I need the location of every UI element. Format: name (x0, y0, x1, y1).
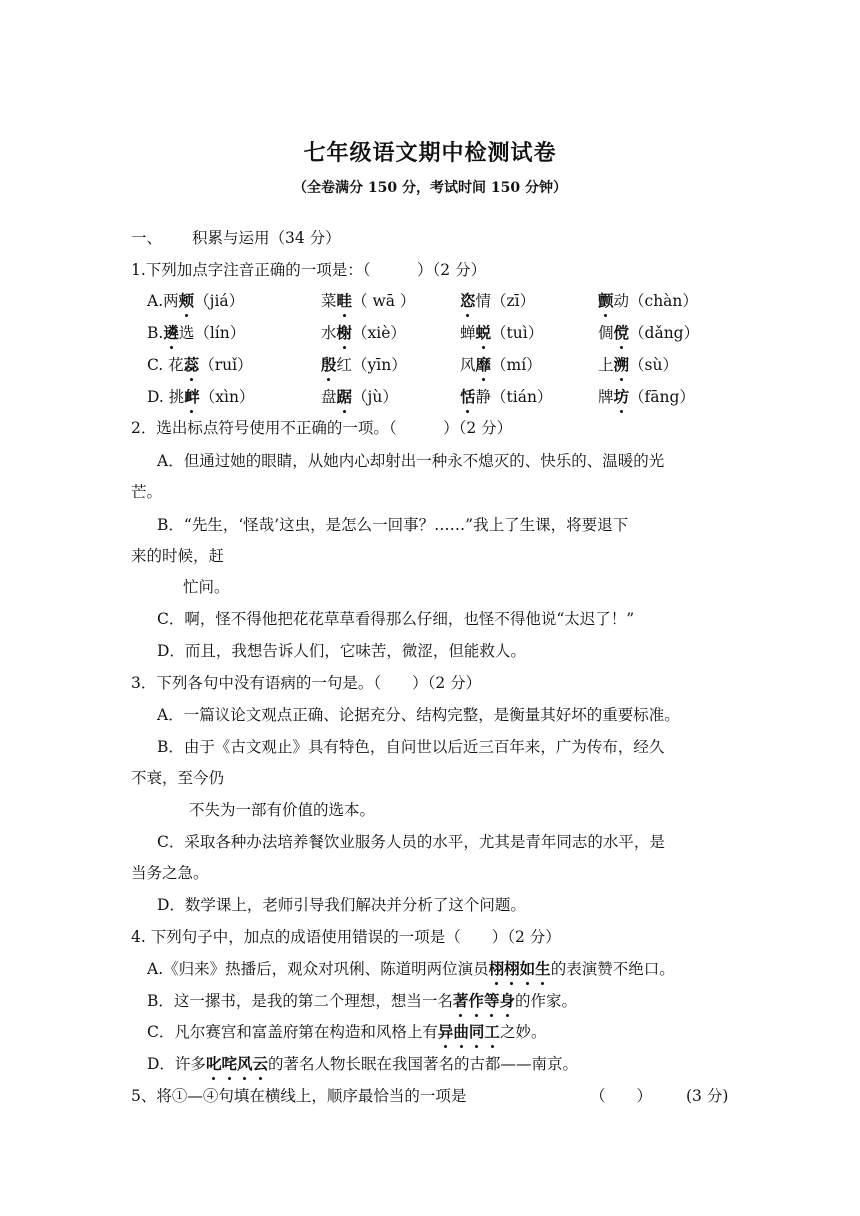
q1-cell-suffix: 选（lín） (178, 324, 246, 342)
page-subtitle: （全卷满分 150 分，考试时间 150 分钟） (293, 180, 567, 196)
q1-cell-suffix: （jù） (352, 388, 398, 406)
q4-b-pre: B．这一摞书，是我的第二个理想，想当一名 (147, 992, 453, 1010)
q2-option-a-cont: 芒。 (131, 483, 163, 501)
q2-option-b-cont2: 忙问。 (183, 578, 230, 596)
q1-cell-suffix: （dǎng） (629, 324, 700, 342)
q2-option-b: B．“先生，‘怪哉’这虫，是怎么一回事？……”我上了生课，将要退下 (157, 516, 629, 534)
q1-dotted-char: 坊 (613, 387, 630, 406)
q1-dotted-char: 恣 (460, 291, 476, 310)
q4-a-post: 的表演赞不绝口。 (550, 960, 675, 978)
q1-cell-suffix: （fāng） (629, 388, 695, 406)
emphasis-char: 曲 (453, 1022, 469, 1041)
q1-cell-prefix: 盘 (321, 388, 337, 406)
q2-option-c: C．啊，怪不得他把花花草草看得那么仔细，也怪不得他说“太迟了！” (157, 610, 635, 628)
q1-cell-prefix: 风 (460, 356, 476, 374)
q3-option-d: D．数学课上，老师引导我们解决并分析了这个问题。 (157, 896, 526, 914)
q1-cell-suffix: （jiá） (194, 292, 245, 310)
q4-a-pre: A.《归来》热播后，观众对巩俐、陈道明两位演员 (147, 960, 489, 978)
q1-cell-prefix: D. 挑 (147, 388, 185, 406)
q3-option-a: A．一篇议论文观点正确、论据充分、结构完整，是衡量其好坏的重要标准。 (157, 706, 680, 724)
section-heading: 积累与运用（34 分） (192, 229, 341, 247)
q4-option-d (147, 1054, 578, 1074)
q1-dotted-char: 蕊 (183, 355, 200, 374)
q1-option-cell (147, 355, 253, 375)
q1-dotted-char: 颊 (178, 291, 195, 310)
q1-cell-suffix: （xìn） (199, 388, 255, 406)
q1-option-cell (147, 323, 245, 343)
q3-option-c-cont: 当务之急。 (131, 864, 209, 882)
q3-stem: 3．下列各句中没有语病的一句是。（ ）（2 分） (131, 674, 482, 692)
q5-points: (3 分) (686, 1087, 729, 1105)
q2-option-a: A．但通过她的眼睛，从她内心却射出一种永不熄灭的、快乐的、温暖的光 (157, 452, 665, 470)
emphasis-char: 叱 (205, 1054, 222, 1073)
q1-dotted-char: 颤 (598, 291, 614, 310)
q1-dotted-char: 恬 (460, 387, 476, 406)
q1-cell-prefix: 倜 (598, 324, 614, 342)
emphasis-char: 等 (483, 991, 500, 1010)
q1-cell-prefix: 蝉 (460, 324, 476, 342)
q4-d-pre: D．许多 (147, 1055, 206, 1073)
q1-cell-suffix: （mí） (491, 356, 542, 374)
q4-option-a (147, 959, 675, 979)
emphasis-char: 咤 (221, 1054, 237, 1073)
q1-option-cell (147, 291, 244, 311)
q4-c-idiom (438, 1023, 500, 1041)
q1-option-cell (147, 387, 254, 407)
q2-option-b-cont: 来的时候，赶 (131, 547, 225, 565)
q1-option-cell (321, 291, 415, 311)
q4-c-pre: C．凡尔赛宫和富盖府第在构造和风格上有 (147, 1023, 438, 1041)
q1-option-cell (460, 387, 552, 407)
section-number: 一、 (131, 229, 163, 247)
q1-option-cell (460, 291, 535, 311)
q3-option-b: B．由于《古文观止》具有特色，自问世以后近三百年来，广为传布，经久 (157, 738, 665, 756)
q1-cell-prefix: 水 (321, 324, 337, 342)
q1-cell-suffix: （xiè） (352, 324, 406, 342)
q1-dotted-char: 殷 (321, 355, 337, 374)
emphasis-char: 作 (468, 991, 484, 1010)
emphasis-char: 栩 (504, 959, 520, 978)
q5-answer-paren: （ ） (590, 1087, 653, 1105)
q4-c-post: 之妙。 (499, 1023, 547, 1041)
emphasis-char: 云 (252, 1054, 268, 1073)
q1-dotted-char: 靡 (475, 355, 492, 374)
q1-option-cell (321, 387, 398, 407)
q1-dotted-char: 溯 (613, 355, 630, 374)
q4-stem: 4. 下列句子中，加点的成语使用错误的一项是（ ）（2 分） (131, 928, 561, 946)
q1-cell-suffix: （ wā ） (352, 292, 416, 310)
q1-stem: 1.下列加点字注音正确的一项是：（ ）（2 分） (131, 261, 487, 279)
q1-cell-prefix: C. 花 (147, 356, 184, 374)
emphasis-char: 工 (484, 1022, 500, 1041)
q4-b-post: 的作家。 (514, 992, 577, 1010)
q1-dotted-char: 畦 (336, 291, 353, 310)
q1-cell-prefix: B. (147, 324, 164, 342)
q1-cell-suffix: （sù） (629, 356, 678, 374)
q1-dotted-char: 遴 (163, 323, 179, 342)
page-title: 七年级语文期中检测试卷 (303, 140, 557, 166)
q3-option-b-cont2: 不失为一部有价值的选本。 (189, 801, 376, 819)
q4-b-idiom (453, 992, 515, 1010)
q1-cell-suffix: 情（zī） (475, 292, 536, 310)
emphasis-char: 风 (236, 1054, 253, 1073)
q1-cell-suffix: 静（tián） (475, 388, 553, 406)
q4-a-idiom (489, 960, 551, 978)
q1-option-cell (598, 323, 699, 343)
q2-option-d: D．而且，我想告诉人们，它味苦，微涩，但能救人。 (157, 642, 526, 660)
emphasis-char: 身 (499, 991, 515, 1010)
q1-dotted-char: 傥 (613, 323, 630, 342)
q1-option-cell (598, 355, 678, 375)
q1-option-cell (598, 387, 695, 407)
q1-option-cell (321, 323, 406, 343)
q1-cell-prefix: 牌 (598, 388, 614, 406)
q1-dotted-char: 蜕 (475, 323, 492, 342)
q4-d-idiom (206, 1055, 268, 1073)
emphasis-char: 异 (437, 1022, 454, 1041)
q1-cell-suffix: （ruǐ） (199, 356, 253, 374)
q1-dotted-char: 榭 (336, 323, 353, 342)
q2-stem: 2．选出标点符号使用不正确的一项。（ ）（2 分） (131, 419, 513, 437)
q1-dotted-char: 衅 (184, 387, 200, 406)
emphasis-char: 著 (452, 991, 469, 1010)
q1-option-cell (460, 355, 542, 375)
q1-option-cell (321, 355, 407, 375)
emphasis-char: 同 (468, 1022, 485, 1041)
q4-d-post: 的著名人物长眠在我国著名的古都——南京。 (268, 1055, 579, 1073)
q1-cell-prefix: A.两 (147, 292, 179, 310)
q3-option-b-cont: 不衰，至今仍 (131, 769, 225, 787)
q1-option-cell (598, 291, 698, 311)
q1-cell-suffix: （tuì） (491, 324, 544, 342)
emphasis-char: 如 (519, 959, 536, 978)
q1-cell-suffix: 红（yīn） (336, 356, 407, 374)
emphasis-char: 栩 (488, 959, 505, 978)
emphasis-char: 生 (535, 959, 551, 978)
q1-dotted-char: 踞 (336, 387, 353, 406)
q5-stem: 5、将①—④句填在横线上，顺序最恰当的一项是 (131, 1087, 467, 1105)
q4-option-c (147, 1022, 546, 1042)
q3-option-c: C．采取各种办法培养餐饮业服务人员的水平，尤其是青年同志的水平，是 (157, 833, 665, 851)
q1-cell-prefix: 菜 (321, 292, 337, 310)
q1-cell-prefix: 上 (598, 356, 614, 374)
q1-cell-suffix: 动（chàn） (613, 292, 698, 310)
q4-option-b (147, 991, 577, 1011)
q1-option-cell (460, 323, 543, 343)
